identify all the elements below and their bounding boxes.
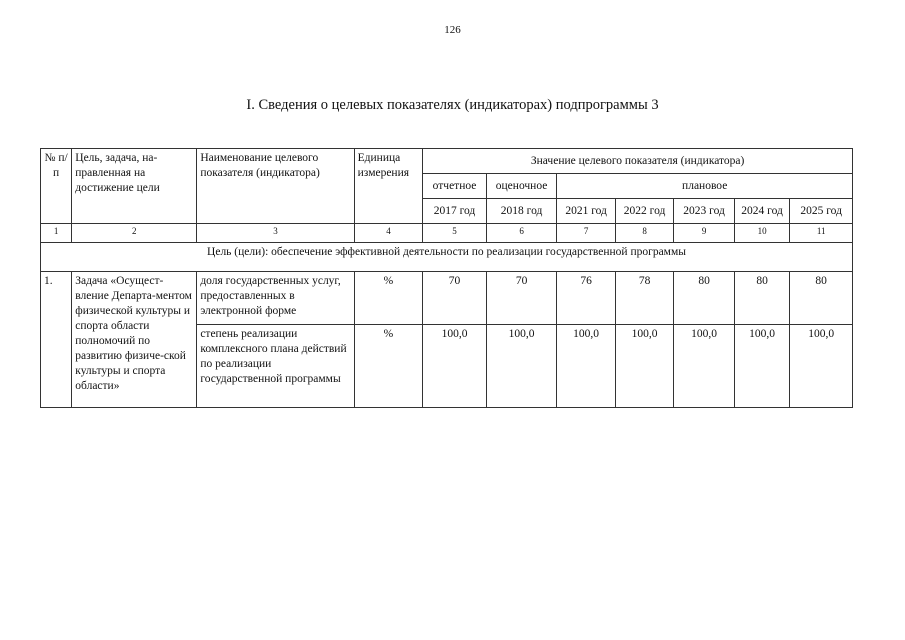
column-number: 10 — [734, 224, 789, 243]
unit-cell: % — [354, 325, 423, 408]
value-cell: 100,0 — [674, 325, 735, 408]
column-number: 11 — [790, 224, 853, 243]
value-cell: 80 — [790, 272, 853, 325]
year-cell: 2022 год — [615, 199, 673, 224]
column-number: 4 — [354, 224, 423, 243]
column-numbers-row — [41, 224, 853, 243]
year-cell: 2017 год — [423, 199, 487, 224]
year-cell: 2025 год — [790, 199, 853, 224]
header-goal: Цель, задача, на-правленная на достижение цели — [72, 149, 197, 224]
value-cell: 80 — [674, 272, 735, 325]
task-text: Задача «Осущест-вление Департа-ментом физической культуры и спорта области полномочий по развитию физиче-ской культуры и спорта области» — [72, 272, 197, 408]
value-cell: 78 — [615, 272, 673, 325]
goal-text: Цель (цели): обеспечение эффективной деятельности по реализации государственной программы — [41, 243, 853, 272]
header-reported: отчетное — [423, 174, 487, 199]
year-cell: 2023 год — [674, 199, 735, 224]
header-row-1 — [41, 149, 853, 174]
header-value-group: Значение целевого показателя (индикатора) — [423, 149, 853, 174]
column-number: 6 — [486, 224, 557, 243]
header-unit: Единица измерения — [354, 149, 423, 224]
column-number: 7 — [557, 224, 615, 243]
document-title: I. Сведения о целевых показателях (индикаторах) подпрограммы 3 — [246, 97, 659, 113]
indicator-name: степень реализации комплексного плана действий по реализации государственной программы — [197, 325, 354, 408]
column-number: 2 — [72, 224, 197, 243]
year-cell: 2024 год — [734, 199, 789, 224]
value-cell: 100,0 — [790, 325, 853, 408]
value-cell: 80 — [734, 272, 789, 325]
header-planned: плановое — [557, 174, 853, 199]
value-cell: 100,0 — [423, 325, 487, 408]
task-number: 1. — [41, 272, 72, 408]
column-number: 8 — [615, 224, 673, 243]
value-cell: 70 — [486, 272, 557, 325]
value-cell: 100,0 — [615, 325, 673, 408]
goal-row — [41, 243, 853, 272]
column-number: 9 — [674, 224, 735, 243]
page-number: 126 — [444, 24, 461, 36]
value-cell: 100,0 — [734, 325, 789, 408]
column-number: 1 — [41, 224, 72, 243]
table-row — [41, 272, 853, 325]
header-estimated: оценочное — [486, 174, 557, 199]
header-indicator: Наименование целевого показателя (индикатора) — [197, 149, 354, 224]
value-cell: 100,0 — [486, 325, 557, 408]
header-num: № п/п — [41, 149, 72, 224]
column-number: 3 — [197, 224, 354, 243]
value-cell: 100,0 — [557, 325, 615, 408]
unit-cell: % — [354, 272, 423, 325]
indicator-name: доля государственных услуг, предоставленных в электронной форме — [197, 272, 354, 325]
year-cell: 2018 год — [486, 199, 557, 224]
indicators-table — [40, 148, 853, 408]
value-cell: 76 — [557, 272, 615, 325]
column-number: 5 — [423, 224, 487, 243]
year-cell: 2021 год — [557, 199, 615, 224]
value-cell: 70 — [423, 272, 487, 325]
